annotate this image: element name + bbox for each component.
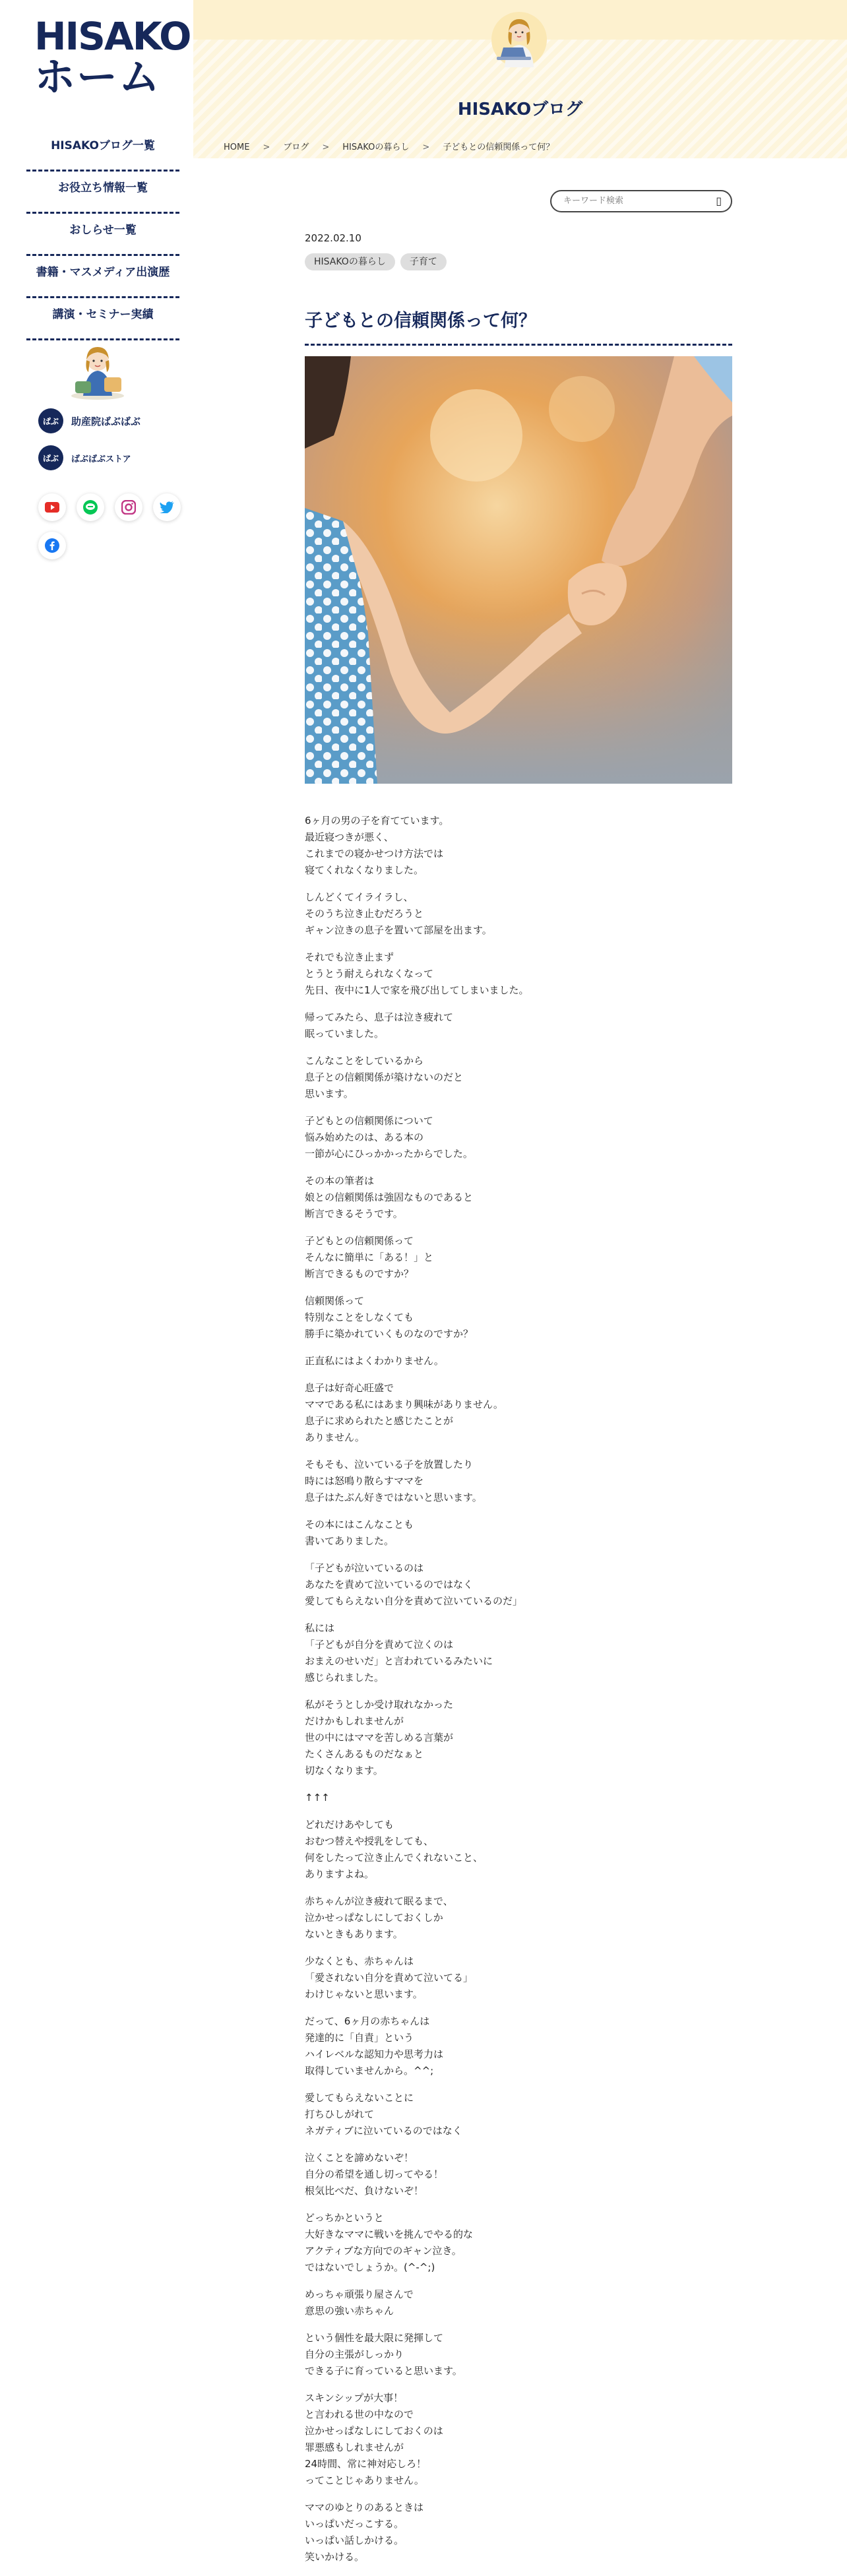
menu-item-useful-info[interactable]: お役立ち情報一覧 [26,172,179,214]
paragraph: 少なくとも、赤ちゃんは 「愛されない自分を責めて泣いてる」 わけじゃないと思います。 [305,1955,474,2000]
sidebar-menu [26,129,179,340]
brand-link-midwife-house[interactable] [38,408,141,434]
paragraph: しんどくてイライラし、 そのうち泣き止むだろうと ギャン泣きの息子を置いて部屋を出ます。 [305,891,492,936]
paragraph: 6ヶ月の男の子を育てています。 最近寝つきが悪く、 これまでの寝かせつけ方法では 寝てくれなくなりました。 [305,815,449,876]
post-title: 子どもとの信頼関係って何？ [305,306,732,346]
paragraph: だって、6ヶ月の赤ちゃんは 発達的に「自責」という ハイレベルな認知力や思考力は 取得していませんから。^^; [305,2015,444,2077]
tag-hisako-life[interactable]: HISAKOの暮らし [305,253,395,270]
paragraph: めっちゃ頑張り屋さんで 意思の強い赤ちゃん [305,2288,414,2317]
search-input[interactable] [562,195,710,206]
paragraph: 私には 「子どもが自分を責めて泣くのは おまえのせいだ」と言われているみたいに 感じられました。 [305,1622,493,1683]
brand-badge: ぱぶ [38,408,63,433]
instagram-icon[interactable] [115,493,142,521]
paragraph: 泣くことを諦めないぞ！ 自分の希望を通し切ってやる！ 根気比べだ、負けないぞ！ [305,2152,444,2197]
post-body [305,813,732,2576]
paragraph: そもそも、泣いている子を放置したり 時には怒鳴り散らすママを 息子はたぶん好きではないと思います。 [305,1459,482,1503]
page-header [193,0,847,158]
menu-item-books-media[interactable]: 書籍・マスメディア出演歴 [26,256,179,298]
paragraph: どれだけあやしても おむつ替えや授乳をしても、 何をしたって泣き止んでくれないこと、 ありますよね。 [305,1819,484,1880]
paragraph: 愛してもらえないことに 打ちひしがれて ネガティブに泣いているのではなく [305,2092,462,2137]
paragraph: こんなことをしているから 息子との信頼関係が築けないのだと 思います。 [305,1055,464,1100]
paragraph: 子どもとの信頼関係について 悩み始めたのは、ある本の 一節が心にひっかかったからでした。 [305,1115,473,1160]
breadcrumb-separator: > [322,142,330,152]
breadcrumb-blog[interactable]: ブログ [283,142,309,152]
author-illustration [63,338,132,401]
search-icon[interactable]: ▯ [716,195,722,207]
blog-title: HISAKOブログ [457,100,583,120]
breadcrumb-current: 子どもとの信頼関係って何？ [443,142,555,152]
post-tags [305,253,452,270]
brand-label: ばぶばぶストア [71,454,131,464]
paragraph: その本の筆者は 娘との信頼関係は強固なものであると 断言できるそうです。 [305,1175,474,1220]
paragraph: という個性を最大限に発揮して 自分の主張がしっかり できる子に育っていると思います。 [305,2332,462,2377]
author-at-laptop-illustration [485,8,553,69]
breadcrumb [224,140,567,152]
breadcrumb-separator: > [263,142,270,152]
logo-line-1: HISAKO [34,14,191,59]
youtube-icon[interactable] [38,493,66,521]
tag-parenting[interactable]: 子育て [400,253,447,270]
paragraph: 「子どもが泣いているのは あなたを責めて泣いているのではなく 愛してもらえない自分を責めて泣いているのだ」 [305,1562,523,1607]
brand-label: 助産院ばぶばぶ [71,415,141,427]
paragraph: どっちかというと 大好きなママに戦いを挑んでやる的な アクティブな方向でのギャン泣き。 ではないでしょうか。(^-^;) [305,2212,474,2273]
facebook-icon[interactable] [38,532,66,559]
hero-photo-holding-hands [305,356,732,784]
menu-item-lectures[interactable]: 講演・セミナー実績 [26,298,179,340]
paragraph: 赤ちゃんが泣き疲れて眠るまで、 泣かせっぱなしにしておくしか ないときもあります。 [305,1895,453,1940]
paragraph: ↑↑↑ [305,1792,330,1804]
sidebar [0,0,193,2541]
paragraph: ママのゆとりのあるときは いっぱいだっこする。 いっぱい話しかける。 笑いかける。 [305,2501,424,2563]
post-date: 2022.02.10 [305,232,361,244]
paragraph: その本にはこんなことも 書いてありました。 [305,1519,414,1547]
breadcrumb-category[interactable]: HISAKOの暮らし [342,142,410,152]
paragraph: 息子は好奇心旺盛で ママである私にはあまり興味がありません。 息子に求められたと感じたことが ありません。 [305,1382,503,1443]
twitter-icon[interactable] [153,493,181,521]
paragraph: スキンシップが大事！ と言われる世の中なので 泣かせっぱなしにしておくのは 罪悪感もしれませんが 24時間、常に神対応しろ！ ってことじゃありません。 [305,2392,443,2486]
menu-item-blog-list[interactable]: HISAKOブログ一覧 [26,129,179,172]
paragraph: それでも泣き止まず とうとう耐えられなくなって 先日、夜中に1人で家を飛び出してしまいました。 [305,951,529,996]
paragraph: 信頼関係って 特別なことをしなくても 勝手に築かれていくものなのですか？ [305,1295,474,1340]
paragraph: 帰ってみたら、息子は泣き疲れて 眠っていました。 [305,1011,454,1040]
brand-link-store[interactable] [38,445,131,471]
menu-item-news[interactable]: おしらせ一覧 [26,214,179,256]
line-icon[interactable] [77,493,104,521]
paragraph: 子どもとの信頼関係って そんなに簡単に「ある！」と 断言できるものですか？ [305,1235,434,1280]
search-box [550,190,732,212]
breadcrumb-home[interactable]: HOME [224,142,250,152]
logo-line-2: ホーム [34,53,162,102]
paragraph: 正直私にはよくわかりません。 [305,1355,444,1367]
site-logo[interactable] [34,14,191,102]
brand-badge: ぱぶ [38,445,63,470]
paragraph: 私がそうとしか受け取れなかった だけかもしれませんが 世の中にはママを苦しめる言葉が たくさんあるものだなぁと 切なくなります。 [305,1699,454,1776]
breadcrumb-separator: > [422,142,430,152]
